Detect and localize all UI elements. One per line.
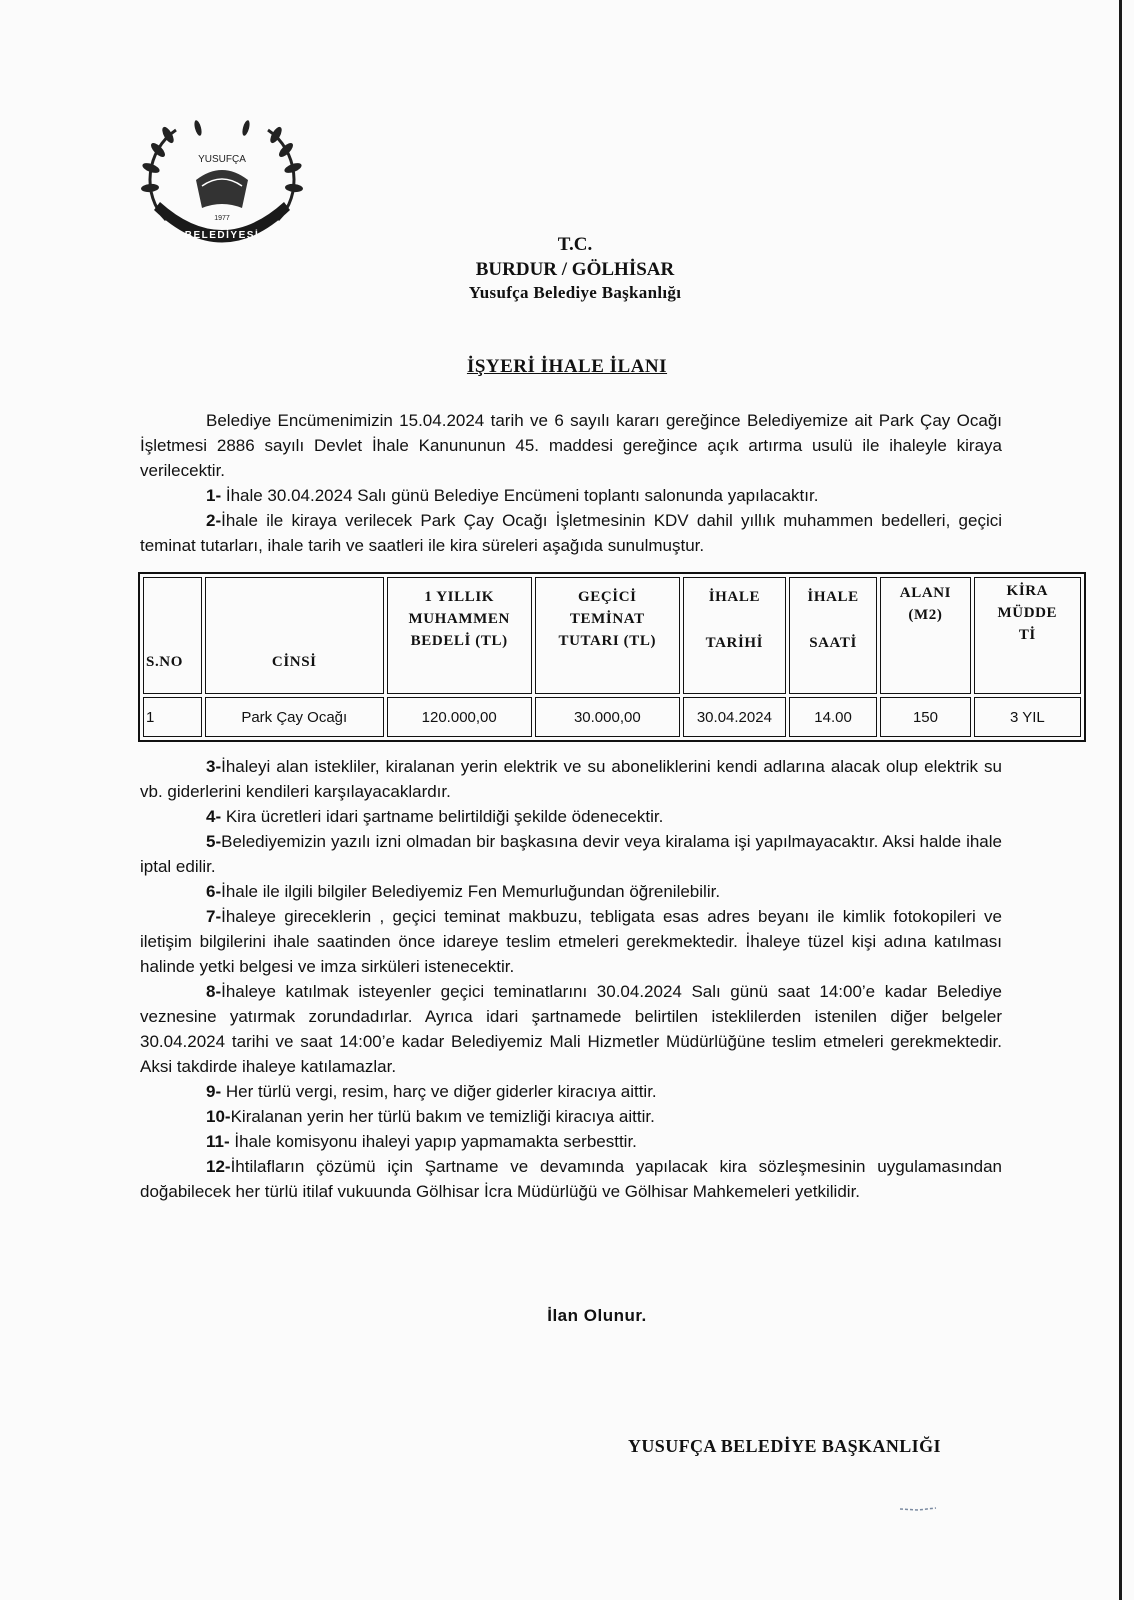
item-2-text: İhale ile kiraya verilecek Park Çay Ocağı İşletmesinin KDV dahil yıllık muhammen bedelleri, geçici teminat tutarları, ihale tarih ve saatleri ile kira süreleri aşağıda sunulmuştur. <box>140 511 1002 555</box>
header-tc: T.C. <box>557 234 593 255</box>
th-teminat: GEÇİCİ TEMİNAT TUTARI (TL) <box>535 577 680 694</box>
closing-statement: İlan Olunur. <box>547 1306 647 1325</box>
header-institution: Yusufça Belediye Başkanlığı <box>468 283 682 302</box>
item-10: 10-Kiralanan yerin her türlü bakım ve temizliği kiracıya aittir. <box>206 1107 655 1126</box>
item-1-text: İhale 30.04.2024 Salı günü Belediye Encümeni toplantı salonunda yapılacaktır. <box>221 486 819 505</box>
item-4: 4- Kira ücretleri idari şartname belirtildiği şekilde ödenecektir. <box>206 807 664 826</box>
cell-sno: 1 <box>143 697 202 737</box>
cell-cinsi: Park Çay Ocağı <box>205 697 384 737</box>
cell-bedel: 120.000,00 <box>387 697 532 737</box>
document-title: İŞYERİ İHALE İLANI <box>466 356 668 377</box>
item-9: 9- Her türlü vergi, resim, harç ve diğer giderler kiracıya aittir. <box>206 1082 657 1101</box>
item-11: 11- İhale komisyonu ihaleyi yapıp yapmamakta serbesttir. <box>206 1132 637 1151</box>
signature-block: YUSUFÇA BELEDİYE BAŞKANLIĞI <box>628 1436 941 1456</box>
item-8: 8-İhaleye katılmak isteyenler geçici teminatlarını 30.04.2024 Salı günü saat 14:00’e kadar Belediye veznesine yatırmak zorundadırlar. Ayrıca idari şartnamede belirtilen isteklilerden istenilen diğer belgeler 30.04.2024 tarihi ve saat 14:00’e kadar Belediyemiz Mali Hizmetler Müdürlüğüne teslim etmeleri gerekmektedir. Aksi takdirde ihaleye katılamazlar. <box>140 982 1002 1076</box>
th-tarih: İHALE TARİHİ <box>683 577 786 694</box>
intro-text: Belediye Encümenimizin 15.04.2024 tarih ve 6 sayılı kararı gereğince Belediyemize ait Park Çay Ocağı İşletmesi 2886 sayılı Devlet İhale Kanununun 45. maddesi gereğince açık artırma usulü ile ihaleyle kiraya verilecektir. <box>140 411 1002 480</box>
th-bedel: 1 YILLIK MUHAMMEN BEDELİ (TL) <box>387 577 532 694</box>
cell-sure: 3 YIL <box>974 697 1081 737</box>
item-3: 3-İhaleyi alan istekliler, kiralanan yerin elektrik ve su aboneliklerini kendi adlarına alacak olup elektrik su vb. giderlerini kendileri karşılayacaklardır. <box>140 757 1002 801</box>
item-2 <box>140 508 1002 558</box>
th-alan: ALANI (M2) <box>880 577 970 694</box>
th-saat: İHALE SAATİ <box>789 577 877 694</box>
intro-paragraph <box>140 408 1002 558</box>
logo-year-text: 1977 <box>214 215 230 222</box>
scan-specks <box>898 1503 938 1515</box>
header-location: BURDUR / GÖLHİSAR <box>475 259 675 280</box>
th-cinsi: CİNSİ <box>205 577 384 694</box>
cell-tarih: 30.04.2024 <box>683 697 786 737</box>
logo-top-text: YUSUFÇA <box>198 154 246 165</box>
cell-saat: 14.00 <box>789 697 877 737</box>
cell-teminat: 30.000,00 <box>535 697 680 737</box>
item-7: 7-İhaleye gireceklerin , geçici teminat makbuzu, tebligata esas adres beyanı ile kimlik fotokopileri ve iletişim bilgilerini ihale saatinden önce idareye teslim etmeleri gerekmektedir. İhaleye tüzel kişi adına katılması halinde yetki belgesi ve imza sirküleri istenecektir. <box>140 907 1002 976</box>
table-header-row <box>143 577 1081 694</box>
cell-alan: 150 <box>880 697 970 737</box>
tender-table <box>138 572 1086 742</box>
table-row <box>143 697 1081 737</box>
th-sno: S.NO <box>143 577 202 694</box>
item-1 <box>140 483 1002 508</box>
item-12: 12-İhtilafların çözümü için Şartname ve devamında yapılacak kira sözleşmesinin uygulamasından doğabilecek her türlü itilaf vukuunda Gölhisar İcra Müdürlüğü ve Gölhisar Mahkemeleri yetkilidir. <box>140 1157 1002 1201</box>
item-6: 6-İhale ile ilgili bilgiler Belediyemiz Fen Memurluğundan öğrenilebilir. <box>206 882 721 901</box>
items-after-table <box>140 754 1002 1204</box>
th-sure: KİRA MÜDDE Tİ <box>974 577 1081 694</box>
item-1-number: 1- <box>206 486 222 505</box>
item-2-number: 2- <box>206 511 222 530</box>
item-5: 5-Belediyemizin yazılı izni olmadan bir başkasına devir veya kiralama işi yapılmayacaktır. Aksi halde ihale iptal edilir. <box>140 832 1002 876</box>
logo-bottom-text: BELEDİYESİ <box>184 230 260 241</box>
